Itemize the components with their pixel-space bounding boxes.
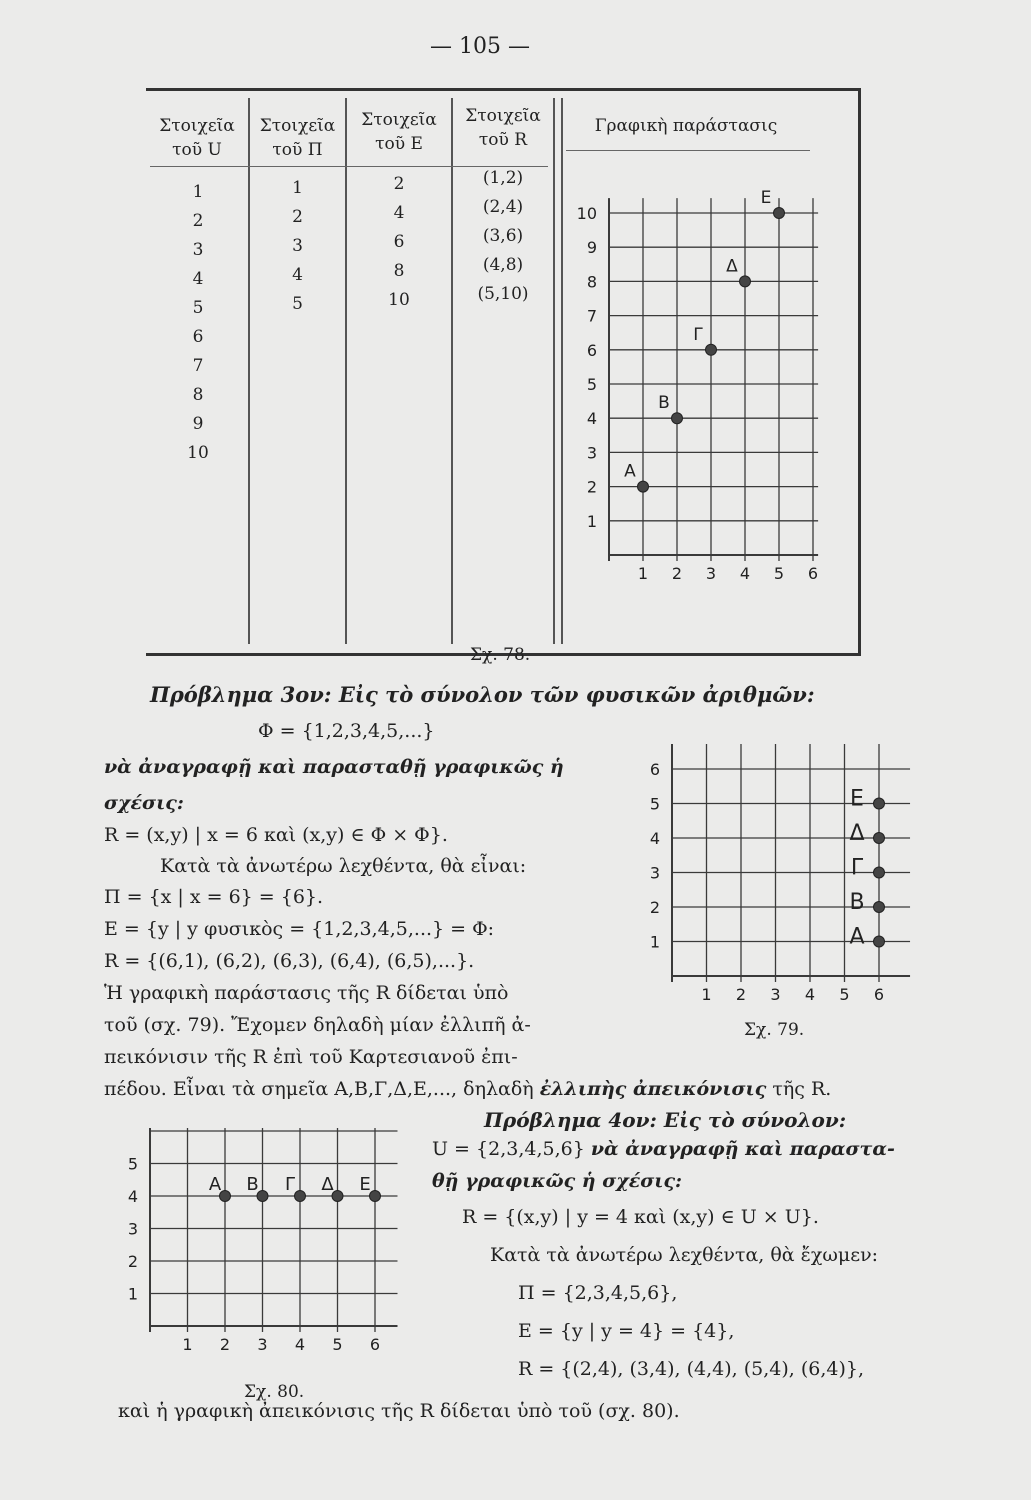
problem-3-text: τοῦ (σχ. 79). Ἔχομεν δηλαδὴ μίαν ἐλλιπῆ ἀ- [104,1014,531,1036]
table-cell: 10 [388,290,410,310]
y-tick-label: 6 [649,760,660,779]
y-tick-label: 5 [127,1154,138,1174]
problem-3-set: Φ = {1,2,3,4,5,...} [258,720,435,742]
col-header-line: Στοιχεῖα [259,116,336,136]
y-tick-label: 3 [649,863,660,883]
x-tick-label: 4 [294,1335,306,1354]
y-tick-label: 3 [127,1219,138,1239]
data-point [706,344,717,355]
problem-4-e-set: E = {y | y = 4} = {4}, [518,1320,735,1342]
point-label: B [849,890,865,915]
x-tick-label: 5 [332,1335,343,1354]
x-tick-label: 1 [637,564,649,582]
x-tick-label: 1 [182,1335,193,1354]
point-label: Γ [850,855,864,881]
col-header-U [146,114,248,162]
x-tick-label: 5 [839,985,850,1004]
col-header-E [347,108,451,156]
problem-3-line2: σχέσις: [104,792,184,814]
y-tick-label: 9 [586,238,597,258]
table-cell: 2 [292,207,303,227]
x-tick-label: 3 [257,1335,268,1354]
figure-78-caption: Σχ. 78. [470,645,531,665]
table-cell: 8 [393,261,405,281]
problem-4-relation: R = {(x,y) | y = 4 καὶ (x,y) ∈ U × U}. [462,1206,819,1228]
table-cell: 4 [292,265,303,285]
point-label: E [850,786,864,812]
x-tick-label: 3 [770,985,781,1004]
data-point [370,1191,381,1202]
col-header-line: Στοιχεῖα [465,106,541,126]
table-cell: 5 [192,298,204,318]
problem-4-line2: θῇ γραφικῶς ἡ σχέσις: [432,1170,683,1192]
y-tick-label: 5 [649,794,660,814]
data-point [295,1191,306,1202]
problem-3-intro: Κατὰ τὰ ἀνωτέρω λεχθέντα, θὰ εἶναι: [160,855,527,877]
point-label: B [246,1174,259,1195]
col-header-line: τοῦ Π [272,140,323,160]
point-label: A [624,461,636,482]
data-point [874,867,885,878]
x-tick-label: 6 [873,985,885,1004]
text-segment-italic: ἐλλιπὴς ἀπεικόνισις [539,1078,767,1100]
y-tick-label: 2 [586,477,597,497]
point-label: Γ [284,1174,296,1195]
table-cell: 6 [192,327,204,347]
x-tick-label: 2 [219,1335,231,1354]
data-point [874,902,885,913]
problem-4-heading: Πρόβλημα 4ον: Εἰς τὸ σύνολον: [484,1108,847,1132]
point-label: A [208,1174,222,1195]
x-tick-label: 4 [804,985,816,1004]
data-point [874,833,885,844]
table-cell: 9 [192,414,204,434]
data-point [874,936,885,947]
col-header-line: Στοιχεῖα [361,110,437,130]
col-header-R [453,104,553,152]
table-header-rule [566,150,810,151]
figure-79-caption: Σχ. 79. [744,1020,805,1040]
point-label: Δ [849,821,865,846]
data-point [638,481,649,492]
table-cell: 6 [393,232,405,252]
y-tick-label: 2 [127,1252,138,1271]
table-cell: 3 [292,236,303,256]
y-tick-label: 1 [649,932,660,952]
text-segment: U = {2,3,4,5,6} [432,1138,591,1160]
column-E [347,170,451,315]
table-cell: 1 [292,178,303,198]
table-cell: 8 [192,385,204,405]
column-P [250,174,345,319]
problem-3-text: πεικόνισιν τῆς R ἐπὶ τοῦ Καρτεσιανοῦ ἐπι- [104,1046,518,1068]
text-segment: πέδου. Εἶναι τὰ σημεῖα A,B,Γ,Δ,E,..., δηλαδὴ [104,1078,540,1100]
table-cell: (1,2) [482,168,524,188]
data-point [874,798,885,809]
table-cell: 7 [192,356,204,376]
column-U [148,178,248,468]
point-label: Δ [321,1174,334,1195]
y-tick-label: 1 [586,511,597,531]
y-tick-label: 1 [127,1284,138,1304]
y-tick-label: 3 [586,443,597,463]
col-header-line: Στοιχεῖα [159,116,235,136]
data-point [774,208,785,219]
x-tick-label: 5 [773,564,785,582]
figure-78-graph [563,172,853,582]
closing-text: καὶ ἡ γραφικὴ ἀπεικόνισις τῆς R δίδεται ὑπὸ τοῦ (σχ. 80). [118,1400,680,1422]
point-label: E [359,1174,371,1195]
column-R [453,164,553,309]
data-point [740,276,751,287]
table-divider [553,98,555,644]
y-tick-label: 4 [586,409,597,429]
col-header-line: τοῦ U [172,140,222,160]
table-cell: 4 [192,269,204,289]
x-tick-label: 2 [735,985,747,1004]
point-label: Γ [693,324,703,345]
problem-3-heading: Πρόβλημα 3ον: Εἰς τὸ σύνολον τῶν φυσικῶν ἀριθμῶν: [150,682,815,707]
table-cell: 4 [393,203,405,223]
table-cell: (3,6) [482,226,524,246]
text-segment-italic: νὰ ἀναγραφῇ καὶ παραστα- [590,1138,895,1160]
point-label: A [849,924,865,950]
table-cell: (2,4) [482,197,524,217]
problem-3-p-set: Π = {x | x = 6} = {6}. [104,886,324,908]
text-segment: τῆς R. [766,1078,832,1100]
figure-79-graph [630,744,920,1024]
problem-3-e-set: E = {y | y φυσικὸς = {1,2,3,4,5,...} = Φ: [104,918,495,940]
y-tick-label: 2 [649,898,660,917]
problem-3-r-set: R = {(6,1), (6,2), (6,3), (6,4), (6,5),...}. [104,950,475,972]
y-tick-label: 5 [586,375,597,394]
y-tick-label: 8 [586,272,597,292]
problem-4-p-set: Π = {2,3,4,5,6}, [518,1282,678,1304]
table-cell: 1 [192,182,204,202]
problem-4-r-set: R = {(2,4), (3,4), (4,4), (5,4), (6,4)}, [518,1358,865,1380]
problem-3-relation: R = (x,y) | x = 6 καὶ (x,y) ∈ Φ × Φ}. [104,824,448,846]
problem-3-line1: νὰ ἀναγραφῇ καὶ παρασταθῇ γραφικῶς ἡ [104,756,564,778]
y-tick-label: 6 [586,340,597,360]
point-label: E [760,188,772,208]
point-label: Δ [726,256,738,277]
data-point [672,413,683,424]
table-cell: 3 [192,240,204,260]
graph-header: Γραφικὴ παράστασις [594,116,778,136]
col-header-P [250,114,345,162]
problem-4-intro: Κατὰ τὰ ἀνωτέρω λεχθέντα, θὰ ἔχωμεν: [490,1244,879,1266]
table-cell: 10 [187,443,209,463]
table-cell: 5 [292,294,303,314]
x-tick-label: 2 [671,564,683,582]
page-number: — 105 — [430,34,530,59]
problem-4-set [432,1138,895,1160]
table-cell: 2 [393,174,405,194]
point-label: B [658,393,670,414]
table-cell: 2 [192,211,204,231]
y-tick-label: 4 [127,1187,138,1206]
problem-3-text-final [104,1078,831,1100]
x-tick-label: 4 [739,564,751,582]
problem-3-text: Ἡ γραφικὴ παράστασις τῆς R δίδεται ὑπὸ [104,982,509,1004]
y-tick-label: 4 [649,829,660,848]
x-tick-label: 3 [705,564,717,582]
y-tick-label: 10 [576,204,597,223]
y-tick-label: 7 [586,306,597,326]
table-cell: (4,8) [482,255,524,275]
figure-80-graph [110,1128,410,1372]
col-header-line: τοῦ R [478,130,528,150]
figure-80-caption: Σχ. 80. [244,1382,305,1402]
x-tick-label: 6 [369,1335,381,1354]
col-header-line: τοῦ E [375,134,423,154]
x-tick-label: 6 [807,564,819,582]
table-cell: (5,10) [477,284,529,304]
x-tick-label: 1 [701,985,712,1004]
